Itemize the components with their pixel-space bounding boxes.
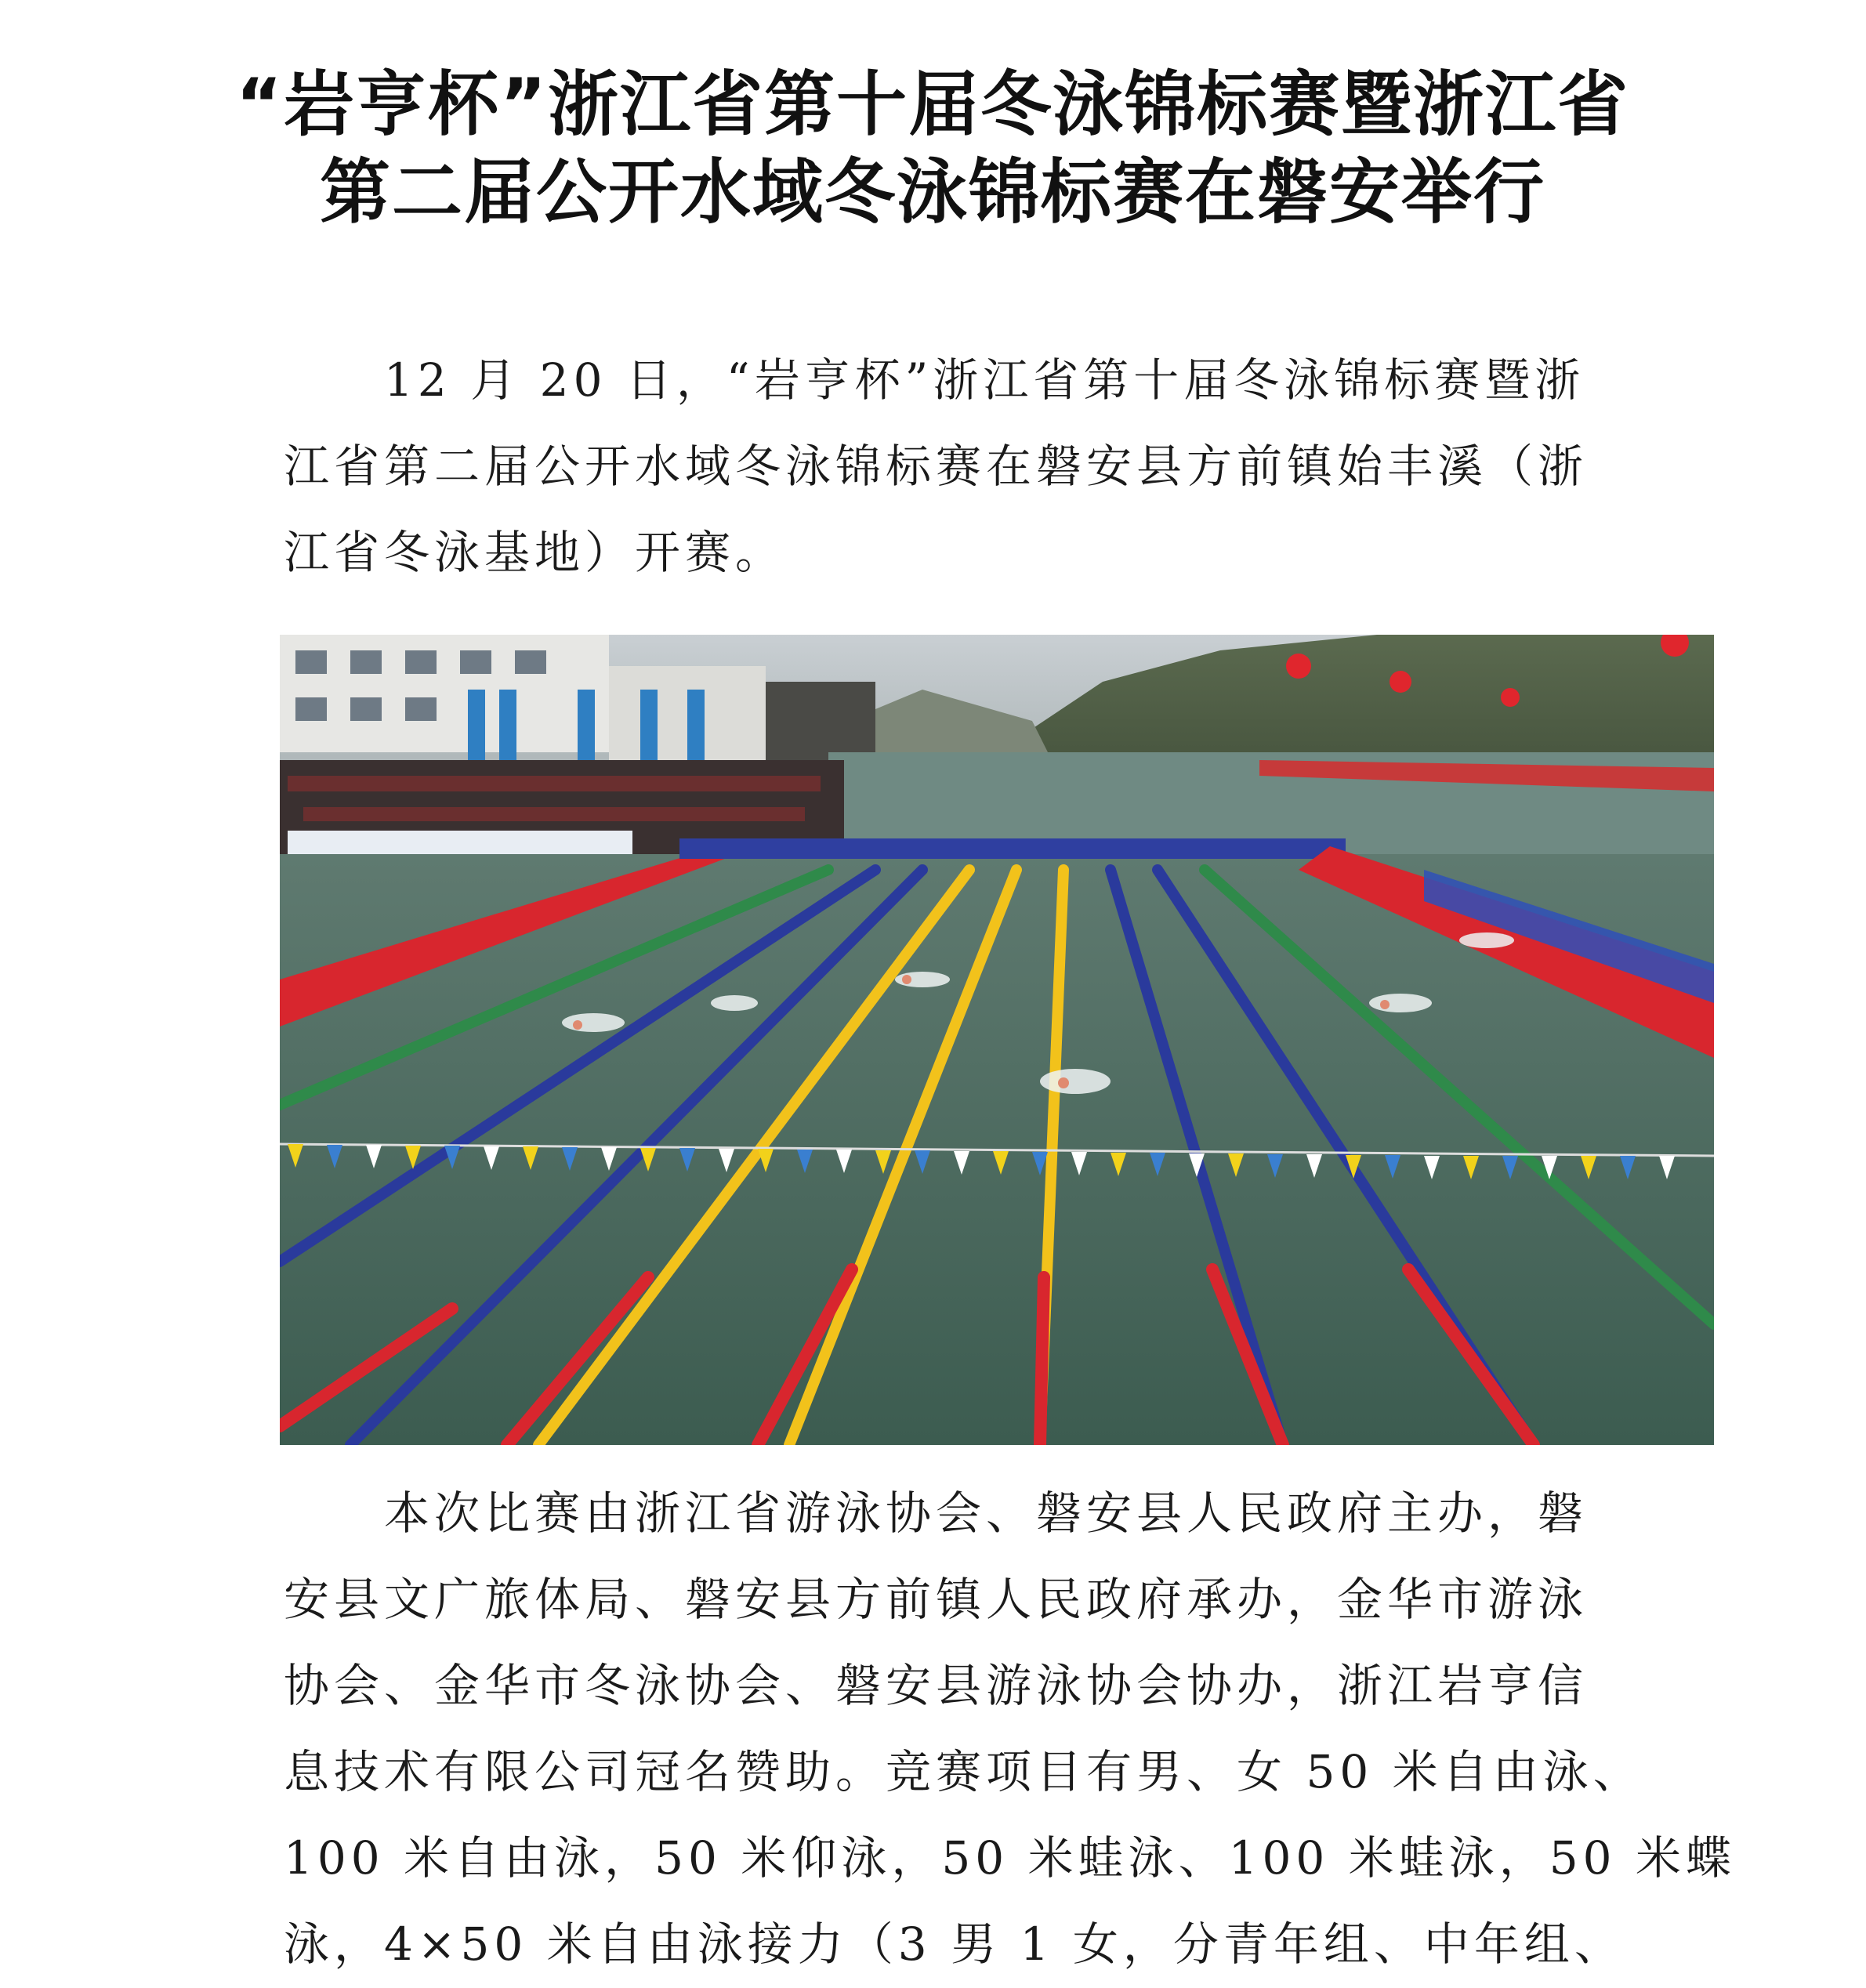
paragraph-line: 协会、金华市冬泳协会、磐安县游泳协会协办，浙江岩亨信	[284, 1659, 1589, 1712]
photo-illustration	[280, 635, 1714, 1445]
title-line-1: “岩亨杯”浙江省第十届冬泳锦标赛暨浙江省	[235, 63, 1630, 146]
paragraph-line: 泳，4×50 米自由泳接力（3 男 1 女，分青年组、中年组、	[284, 1917, 1625, 1971]
paragraph-2	[284, 1470, 1737, 1987]
competition-photo	[280, 635, 1714, 1445]
paragraph-1	[284, 337, 1589, 596]
paragraph-line: 江省第二届公开水域冬泳锦标赛在磐安县方前镇始丰溪（浙	[284, 440, 1589, 493]
paragraph-line: 息技术有限公司冠名赞助。竞赛项目有男、女 50 米自由泳、	[284, 1745, 1643, 1798]
paragraph-line: 安县文广旅体局、磐安县方前镇人民政府承办，金华市游泳	[284, 1573, 1589, 1626]
title-line-2: 第二届公开水域冬泳锦标赛在磐安举行	[320, 151, 1545, 234]
paragraph-line: 本次比赛由浙江省游泳协会、磐安县人民政府主办，磐	[384, 1486, 1589, 1540]
paragraph-line: 江省冬泳基地）开赛。	[284, 526, 786, 579]
paragraph-line: 100 米自由泳，50 米仰泳，50 米蛙泳、100 米蛙泳，50 米蝶	[284, 1831, 1737, 1885]
article-title	[204, 61, 1661, 237]
paragraph-line: 12 月 20 日，“岩亨杯”浙江省第十届冬泳锦标赛暨浙	[384, 353, 1585, 407]
